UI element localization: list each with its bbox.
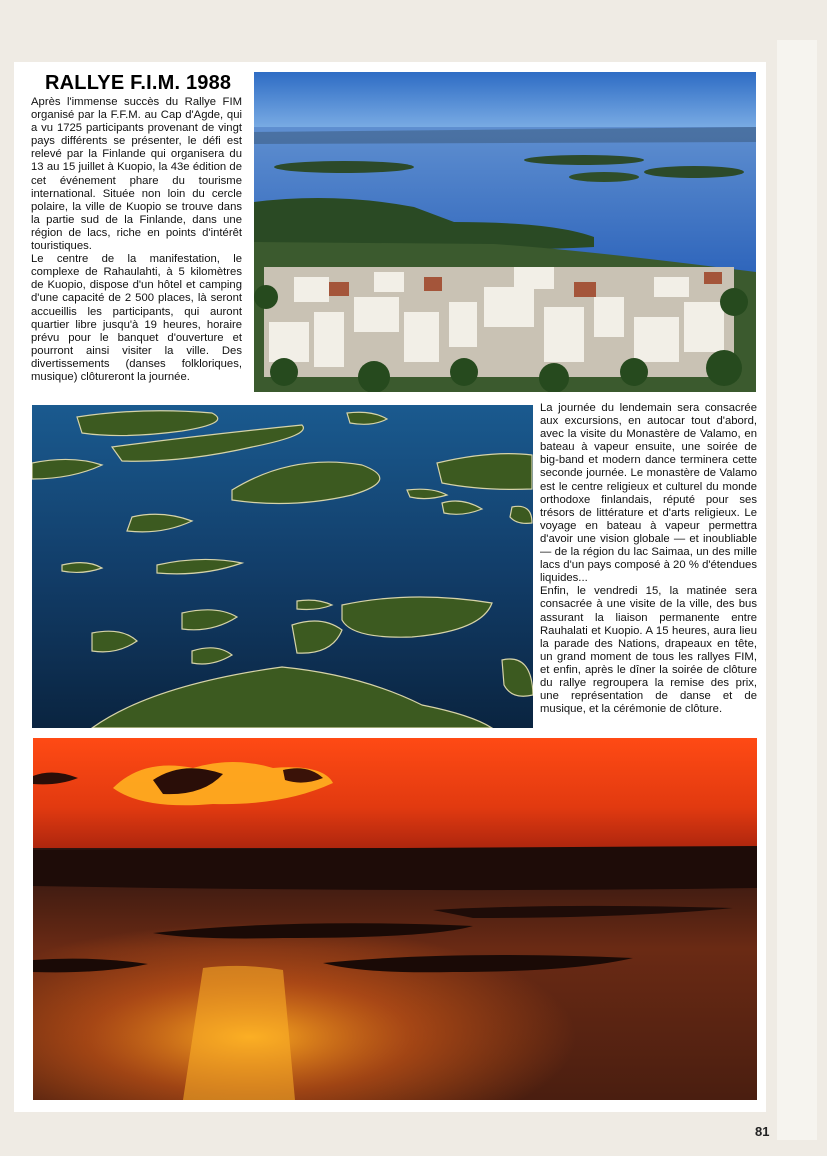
paragraph: Le centre de la manifestation, le complexe de Rahaulahti, à 5 kilomètres de Kuopio, dispose d'un hôtel et camping d'une capacité de 2 500 places, là seront accueillis les participants, qui auront quartier libre jusqu'à 19 heures, horaire prévu pour le banquet d'ouverture et pourront ainsi visiter la ville. Des divertissements (danses folkloriques, musique) clôtureront la journée. <box>31 253 242 383</box>
left-text-column <box>31 96 242 384</box>
paragraph: La journée du lendemain sera consacrée aux excursions, en autocar tout d'abord, avec la visite du Monastère de Valamo, en bateau à vapeur ensuite, une soirée de big-band et modern dance terminera cette seconde journée. Le monastère de Valamo est le centre religieux et culturel du monde orthodoxe finlandais, réputé pour ses trésors de littérature et d'arts religieux. Le voyage en bateau à vapeur permettra d'avoir une vision globale — et inoubliable — de la région du lac Saimaa, un des mille lacs d'un pays composé à 20 % d'étendues liquides... <box>540 402 757 585</box>
right-text-column <box>540 402 757 716</box>
lake-islands-aerial-photo <box>32 405 533 728</box>
page-edge <box>777 40 817 1140</box>
lake-sunset-photo <box>33 738 757 1100</box>
page-number: 81 <box>755 1124 770 1139</box>
paragraph: Après l'immense succès du Rallye FIM organisé par la F.F.M. au Cap d'Agde, qui a vu 1725 participants provenant de vingt pays différents se présenter, le défi est relevé par la Finlande qui organisera du 13 au 15 juillet à Kuopio, la 43e édition de cet événement phare du tourisme international. Située non loin du cercle polaire, la ville de Kuopio se trouve dans la partie sud de la Finlande, dans une région de lacs, riche en points d'intérêt touristiques. <box>31 96 242 253</box>
kuopio-city-lake-photo <box>254 72 756 392</box>
article-title: RALLYE F.I.M. 1988 <box>45 72 232 94</box>
paragraph: Enfin, le vendredi 15, la matinée sera consacrée à une visite de la ville, des bus assurant la liaison permanente entre Rauhalati et Kuopio. A 15 heures, aura lieu la parade des Nations, drapeaux en tête, un grand moment de tous les rallyes FIM, et enfin, après le dîner la soirée de clôture du rallye regroupera la remise des prix, une représentation de danse et de musique, et la cérémonie de clôture. <box>540 585 757 716</box>
